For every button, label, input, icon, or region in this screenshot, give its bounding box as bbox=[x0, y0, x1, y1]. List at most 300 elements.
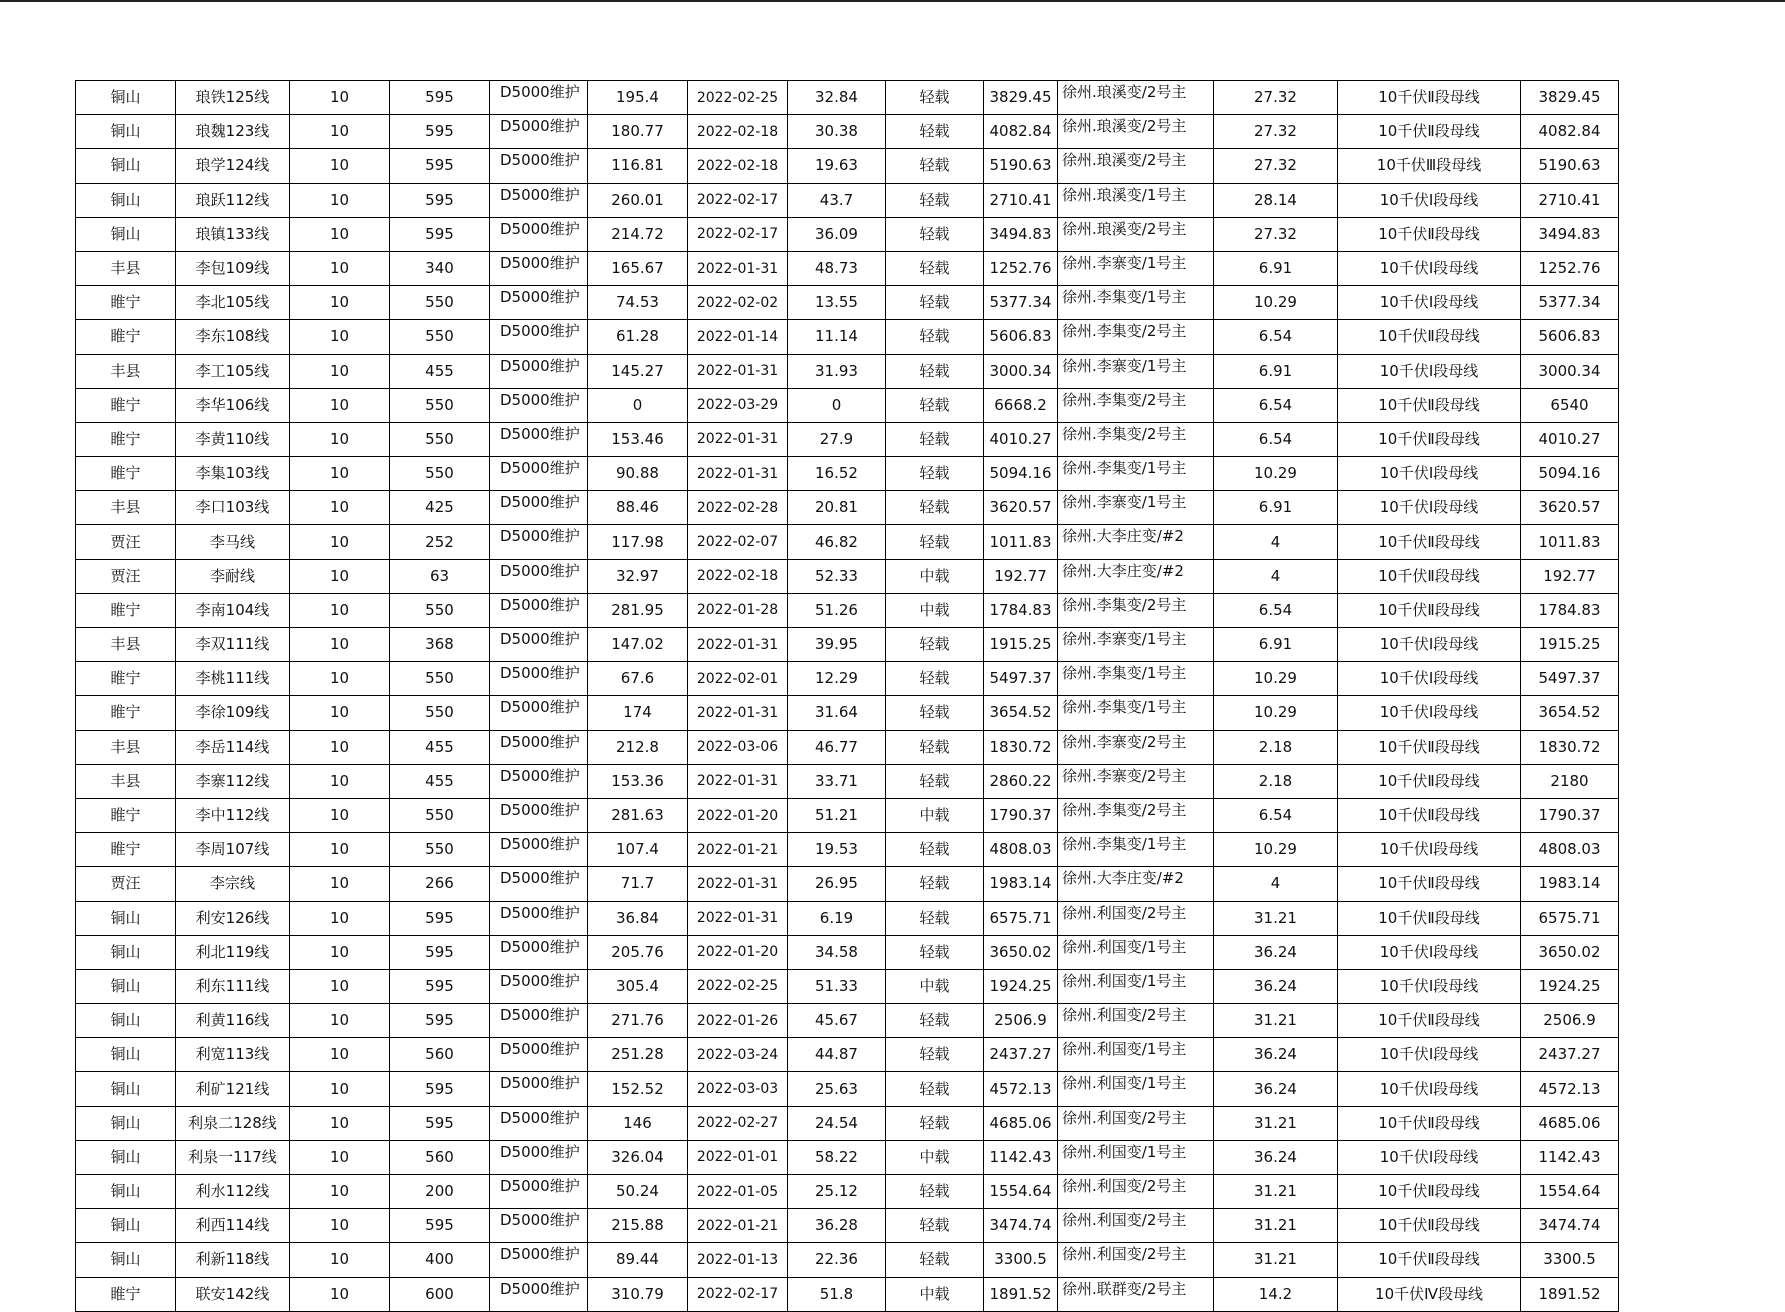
cell-source: D5000维护 bbox=[490, 115, 588, 149]
cell-capacity: 36.24 bbox=[1214, 935, 1338, 969]
cell-margin: 2437.27 bbox=[1521, 1038, 1619, 1072]
cell-line: 李徐109线 bbox=[176, 696, 290, 730]
cell-rated-current: 368 bbox=[390, 628, 490, 662]
cell-substation: 徐州.利国变/2号主 bbox=[1058, 1004, 1214, 1038]
cell-voltage: 10 bbox=[290, 81, 390, 115]
cell-source: D5000维护 bbox=[490, 149, 588, 183]
cell-load-level: 轻载 bbox=[886, 217, 984, 251]
cell-available-capacity: 5190.63 bbox=[984, 149, 1058, 183]
cell-bus: 10千伏Ⅰ段母线 bbox=[1338, 833, 1521, 867]
cell-bus: 10千伏Ⅱ段母线 bbox=[1338, 1175, 1521, 1209]
cell-capacity: 10.29 bbox=[1214, 457, 1338, 491]
cell-district: 丰县 bbox=[76, 730, 176, 764]
cell-available-capacity: 1790.37 bbox=[984, 798, 1058, 832]
cell-time: 2022-02-07 bbox=[688, 525, 788, 559]
cell-rated-current: 252 bbox=[390, 525, 490, 559]
cell-load-level: 轻载 bbox=[886, 1175, 984, 1209]
cell-available-capacity: 5606.83 bbox=[984, 320, 1058, 354]
cell-bus: 10千伏Ⅰ段母线 bbox=[1338, 1072, 1521, 1106]
cell-substation: 徐州.李集变/2号主 bbox=[1058, 388, 1214, 422]
cell-voltage: 10 bbox=[290, 798, 390, 832]
cell-load-rate: 52.33 bbox=[788, 559, 886, 593]
cell-load-current: 271.76 bbox=[588, 1004, 688, 1038]
cell-voltage: 10 bbox=[290, 1072, 390, 1106]
cell-rated-current: 550 bbox=[390, 798, 490, 832]
cell-load-level: 轻载 bbox=[886, 115, 984, 149]
cell-available-capacity: 192.77 bbox=[984, 559, 1058, 593]
cell-margin: 3000.34 bbox=[1521, 354, 1619, 388]
cell-load-level: 中载 bbox=[886, 1277, 984, 1311]
cell-bus: 10千伏Ⅰ段母线 bbox=[1338, 183, 1521, 217]
cell-capacity: 31.21 bbox=[1214, 901, 1338, 935]
cell-rated-current: 595 bbox=[390, 1004, 490, 1038]
cell-load-rate: 33.71 bbox=[788, 764, 886, 798]
cell-line: 李口103线 bbox=[176, 491, 290, 525]
cell-voltage: 10 bbox=[290, 115, 390, 149]
cell-source: D5000维护 bbox=[490, 1004, 588, 1038]
cell-available-capacity: 3494.83 bbox=[984, 217, 1058, 251]
cell-rated-current: 455 bbox=[390, 354, 490, 388]
cell-rated-current: 400 bbox=[390, 1243, 490, 1277]
cell-time: 2022-02-17 bbox=[688, 1277, 788, 1311]
cell-substation: 徐州.联群变/2号主 bbox=[1058, 1277, 1214, 1311]
cell-capacity: 6.54 bbox=[1214, 593, 1338, 627]
cell-line: 李双111线 bbox=[176, 628, 290, 662]
cell-load-rate: 36.09 bbox=[788, 217, 886, 251]
table-row bbox=[76, 1106, 1619, 1140]
cell-bus: 10千伏Ⅱ段母线 bbox=[1338, 1004, 1521, 1038]
cell-district: 丰县 bbox=[76, 628, 176, 662]
cell-voltage: 10 bbox=[290, 457, 390, 491]
cell-substation: 徐州.利国变/1号主 bbox=[1058, 1038, 1214, 1072]
cell-available-capacity: 1983.14 bbox=[984, 867, 1058, 901]
cell-time: 2022-01-26 bbox=[688, 1004, 788, 1038]
cell-capacity: 27.32 bbox=[1214, 217, 1338, 251]
cell-source: D5000维护 bbox=[490, 628, 588, 662]
cell-load-rate: 24.54 bbox=[788, 1106, 886, 1140]
cell-load-rate: 0 bbox=[788, 388, 886, 422]
cell-time: 2022-03-24 bbox=[688, 1038, 788, 1072]
cell-load-rate: 31.93 bbox=[788, 354, 886, 388]
cell-capacity: 6.91 bbox=[1214, 628, 1338, 662]
cell-bus: 10千伏Ⅱ段母线 bbox=[1338, 422, 1521, 456]
cell-load-level: 轻载 bbox=[886, 422, 984, 456]
cell-load-current: 61.28 bbox=[588, 320, 688, 354]
cell-bus: 10千伏Ⅱ段母线 bbox=[1338, 867, 1521, 901]
cell-capacity: 6.91 bbox=[1214, 354, 1338, 388]
cell-available-capacity: 2437.27 bbox=[984, 1038, 1058, 1072]
cell-substation: 徐州.李集变/2号主 bbox=[1058, 798, 1214, 832]
cell-district: 铜山 bbox=[76, 935, 176, 969]
cell-bus: 10千伏Ⅰ段母线 bbox=[1338, 354, 1521, 388]
cell-available-capacity: 4685.06 bbox=[984, 1106, 1058, 1140]
table-row bbox=[76, 320, 1619, 354]
cell-voltage: 10 bbox=[290, 1209, 390, 1243]
cell-source: D5000维护 bbox=[490, 1106, 588, 1140]
cell-bus: 10千伏Ⅱ段母线 bbox=[1338, 1106, 1521, 1140]
cell-bus: 10千伏Ⅱ段母线 bbox=[1338, 1209, 1521, 1243]
cell-source: D5000维护 bbox=[490, 320, 588, 354]
cell-load-level: 轻载 bbox=[886, 662, 984, 696]
cell-substation: 徐州.琅溪变/2号主 bbox=[1058, 149, 1214, 183]
table-row bbox=[76, 525, 1619, 559]
cell-line: 李东108线 bbox=[176, 320, 290, 354]
cell-substation: 徐州.琅溪变/2号主 bbox=[1058, 217, 1214, 251]
cell-load-current: 153.36 bbox=[588, 764, 688, 798]
cell-district: 铜山 bbox=[76, 1106, 176, 1140]
cell-load-rate: 19.63 bbox=[788, 149, 886, 183]
cell-substation: 徐州.大李庄变/#2 bbox=[1058, 867, 1214, 901]
cell-margin: 1142.43 bbox=[1521, 1140, 1619, 1174]
cell-margin: 3654.52 bbox=[1521, 696, 1619, 730]
cell-time: 2022-02-28 bbox=[688, 491, 788, 525]
cell-voltage: 10 bbox=[290, 149, 390, 183]
table-row bbox=[76, 286, 1619, 320]
cell-district: 睢宁 bbox=[76, 320, 176, 354]
cell-voltage: 10 bbox=[290, 251, 390, 285]
cell-bus: 10千伏Ⅰ段母线 bbox=[1338, 251, 1521, 285]
cell-source: D5000维护 bbox=[490, 183, 588, 217]
table-row bbox=[76, 491, 1619, 525]
cell-load-rate: 48.73 bbox=[788, 251, 886, 285]
cell-time: 2022-02-02 bbox=[688, 286, 788, 320]
cell-bus: 10千伏Ⅱ段母线 bbox=[1338, 1243, 1521, 1277]
cell-capacity: 2.18 bbox=[1214, 764, 1338, 798]
table-row bbox=[76, 662, 1619, 696]
cell-substation: 徐州.利国变/2号主 bbox=[1058, 1209, 1214, 1243]
cell-time: 2022-02-25 bbox=[688, 81, 788, 115]
cell-available-capacity: 2710.41 bbox=[984, 183, 1058, 217]
cell-load-rate: 25.63 bbox=[788, 1072, 886, 1106]
cell-source: D5000维护 bbox=[490, 798, 588, 832]
cell-time: 2022-01-31 bbox=[688, 867, 788, 901]
cell-time: 2022-01-20 bbox=[688, 798, 788, 832]
cell-rated-current: 595 bbox=[390, 183, 490, 217]
cell-source: D5000维护 bbox=[490, 901, 588, 935]
cell-load-rate: 58.22 bbox=[788, 1140, 886, 1174]
cell-time: 2022-01-31 bbox=[688, 354, 788, 388]
cell-load-level: 轻载 bbox=[886, 1243, 984, 1277]
cell-substation: 徐州.利国变/1号主 bbox=[1058, 1072, 1214, 1106]
cell-available-capacity: 3474.74 bbox=[984, 1209, 1058, 1243]
cell-load-current: 146 bbox=[588, 1106, 688, 1140]
cell-load-rate: 36.28 bbox=[788, 1209, 886, 1243]
cell-time: 2022-01-28 bbox=[688, 593, 788, 627]
cell-load-level: 轻载 bbox=[886, 833, 984, 867]
cell-district: 睢宁 bbox=[76, 457, 176, 491]
cell-source: D5000维护 bbox=[490, 662, 588, 696]
table-row bbox=[76, 628, 1619, 662]
cell-rated-current: 550 bbox=[390, 833, 490, 867]
cell-load-level: 轻载 bbox=[886, 696, 984, 730]
cell-source: D5000维护 bbox=[490, 422, 588, 456]
cell-line: 李黄110线 bbox=[176, 422, 290, 456]
cell-capacity: 4 bbox=[1214, 867, 1338, 901]
cell-bus: 10千伏Ⅰ段母线 bbox=[1338, 969, 1521, 1003]
cell-substation: 徐州.大李庄变/#2 bbox=[1058, 525, 1214, 559]
cell-margin: 3300.5 bbox=[1521, 1243, 1619, 1277]
cell-substation: 徐州.琅溪变/2号主 bbox=[1058, 115, 1214, 149]
cell-district: 铜山 bbox=[76, 81, 176, 115]
cell-district: 铜山 bbox=[76, 149, 176, 183]
page-top-border bbox=[0, 0, 1785, 2]
cell-substation: 徐州.李寨变/2号主 bbox=[1058, 764, 1214, 798]
cell-load-rate: 19.53 bbox=[788, 833, 886, 867]
cell-source: D5000维护 bbox=[490, 217, 588, 251]
table-row bbox=[76, 1004, 1619, 1038]
cell-rated-current: 63 bbox=[390, 559, 490, 593]
cell-load-rate: 16.52 bbox=[788, 457, 886, 491]
cell-available-capacity: 1011.83 bbox=[984, 525, 1058, 559]
cell-load-level: 轻载 bbox=[886, 867, 984, 901]
cell-load-rate: 20.81 bbox=[788, 491, 886, 525]
cell-time: 2022-03-06 bbox=[688, 730, 788, 764]
table-row bbox=[76, 935, 1619, 969]
cell-bus: 10千伏Ⅰ段母线 bbox=[1338, 491, 1521, 525]
cell-load-rate: 26.95 bbox=[788, 867, 886, 901]
cell-bus: 10千伏Ⅳ段母线 bbox=[1338, 1277, 1521, 1311]
cell-margin: 3474.74 bbox=[1521, 1209, 1619, 1243]
cell-substation: 徐州.李集变/1号主 bbox=[1058, 833, 1214, 867]
cell-substation: 徐州.李集变/1号主 bbox=[1058, 662, 1214, 696]
cell-load-rate: 30.38 bbox=[788, 115, 886, 149]
cell-available-capacity: 3620.57 bbox=[984, 491, 1058, 525]
cell-source: D5000维护 bbox=[490, 696, 588, 730]
cell-load-current: 50.24 bbox=[588, 1175, 688, 1209]
cell-line: 李包109线 bbox=[176, 251, 290, 285]
table-row bbox=[76, 217, 1619, 251]
cell-line: 琅魏123线 bbox=[176, 115, 290, 149]
cell-district: 睢宁 bbox=[76, 833, 176, 867]
cell-substation: 徐州.利国变/1号主 bbox=[1058, 935, 1214, 969]
cell-load-rate: 51.21 bbox=[788, 798, 886, 832]
cell-margin: 4572.13 bbox=[1521, 1072, 1619, 1106]
table-row bbox=[76, 183, 1619, 217]
table-row bbox=[76, 251, 1619, 285]
cell-time: 2022-01-14 bbox=[688, 320, 788, 354]
cell-rated-current: 550 bbox=[390, 696, 490, 730]
cell-load-level: 轻载 bbox=[886, 388, 984, 422]
cell-voltage: 10 bbox=[290, 764, 390, 798]
table-row bbox=[76, 1072, 1619, 1106]
cell-voltage: 10 bbox=[290, 217, 390, 251]
cell-voltage: 10 bbox=[290, 730, 390, 764]
cell-capacity: 10.29 bbox=[1214, 696, 1338, 730]
cell-load-rate: 22.36 bbox=[788, 1243, 886, 1277]
cell-capacity: 10.29 bbox=[1214, 662, 1338, 696]
cell-line: 利安126线 bbox=[176, 901, 290, 935]
cell-bus: 10千伏Ⅲ段母线 bbox=[1338, 149, 1521, 183]
cell-margin: 3829.45 bbox=[1521, 81, 1619, 115]
cell-district: 睢宁 bbox=[76, 662, 176, 696]
cell-line: 李北105线 bbox=[176, 286, 290, 320]
cell-bus: 10千伏Ⅱ段母线 bbox=[1338, 388, 1521, 422]
cell-rated-current: 600 bbox=[390, 1277, 490, 1311]
cell-available-capacity: 4572.13 bbox=[984, 1072, 1058, 1106]
cell-load-current: 90.88 bbox=[588, 457, 688, 491]
cell-rated-current: 550 bbox=[390, 388, 490, 422]
cell-voltage: 10 bbox=[290, 935, 390, 969]
cell-margin: 4010.27 bbox=[1521, 422, 1619, 456]
cell-time: 2022-01-31 bbox=[688, 457, 788, 491]
cell-voltage: 10 bbox=[290, 388, 390, 422]
cell-line: 琅镇133线 bbox=[176, 217, 290, 251]
cell-bus: 10千伏Ⅱ段母线 bbox=[1338, 559, 1521, 593]
cell-margin: 2506.9 bbox=[1521, 1004, 1619, 1038]
cell-load-rate: 6.19 bbox=[788, 901, 886, 935]
cell-load-rate: 44.87 bbox=[788, 1038, 886, 1072]
cell-voltage: 10 bbox=[290, 593, 390, 627]
cell-capacity: 36.24 bbox=[1214, 969, 1338, 1003]
cell-margin: 3494.83 bbox=[1521, 217, 1619, 251]
cell-load-rate: 11.14 bbox=[788, 320, 886, 354]
cell-line: 利泉二128线 bbox=[176, 1106, 290, 1140]
cell-available-capacity: 4082.84 bbox=[984, 115, 1058, 149]
cell-bus: 10千伏Ⅱ段母线 bbox=[1338, 764, 1521, 798]
cell-load-current: 165.67 bbox=[588, 251, 688, 285]
cell-district: 丰县 bbox=[76, 491, 176, 525]
cell-load-rate: 25.12 bbox=[788, 1175, 886, 1209]
cell-time: 2022-03-03 bbox=[688, 1072, 788, 1106]
cell-load-current: 251.28 bbox=[588, 1038, 688, 1072]
cell-load-level: 中载 bbox=[886, 969, 984, 1003]
cell-district: 铜山 bbox=[76, 115, 176, 149]
cell-margin: 4082.84 bbox=[1521, 115, 1619, 149]
cell-available-capacity: 4010.27 bbox=[984, 422, 1058, 456]
cell-available-capacity: 6668.2 bbox=[984, 388, 1058, 422]
cell-source: D5000维护 bbox=[490, 1243, 588, 1277]
cell-load-level: 轻载 bbox=[886, 491, 984, 525]
cell-line: 利矿121线 bbox=[176, 1072, 290, 1106]
cell-source: D5000维护 bbox=[490, 833, 588, 867]
cell-available-capacity: 5377.34 bbox=[984, 286, 1058, 320]
cell-district: 铜山 bbox=[76, 183, 176, 217]
cell-bus: 10千伏Ⅰ段母线 bbox=[1338, 662, 1521, 696]
cell-capacity: 4 bbox=[1214, 525, 1338, 559]
cell-capacity: 31.21 bbox=[1214, 1106, 1338, 1140]
cell-margin: 1891.52 bbox=[1521, 1277, 1619, 1311]
cell-load-current: 152.52 bbox=[588, 1072, 688, 1106]
cell-load-current: 89.44 bbox=[588, 1243, 688, 1277]
cell-district: 丰县 bbox=[76, 764, 176, 798]
cell-load-current: 215.88 bbox=[588, 1209, 688, 1243]
cell-available-capacity: 1142.43 bbox=[984, 1140, 1058, 1174]
cell-load-level: 轻载 bbox=[886, 1004, 984, 1038]
cell-rated-current: 455 bbox=[390, 764, 490, 798]
cell-load-current: 205.76 bbox=[588, 935, 688, 969]
cell-line: 李中112线 bbox=[176, 798, 290, 832]
cell-capacity: 6.54 bbox=[1214, 320, 1338, 354]
cell-capacity: 31.21 bbox=[1214, 1243, 1338, 1277]
table-row bbox=[76, 1277, 1619, 1311]
cell-voltage: 10 bbox=[290, 662, 390, 696]
cell-voltage: 10 bbox=[290, 422, 390, 456]
cell-load-level: 轻载 bbox=[886, 457, 984, 491]
cell-bus: 10千伏Ⅰ段母线 bbox=[1338, 1140, 1521, 1174]
cell-margin: 4685.06 bbox=[1521, 1106, 1619, 1140]
cell-district: 丰县 bbox=[76, 354, 176, 388]
cell-load-rate: 12.29 bbox=[788, 662, 886, 696]
cell-available-capacity: 1915.25 bbox=[984, 628, 1058, 662]
table-row bbox=[76, 1243, 1619, 1277]
cell-rated-current: 595 bbox=[390, 81, 490, 115]
cell-line: 李耐线 bbox=[176, 559, 290, 593]
table-body bbox=[76, 81, 1619, 1312]
table-row bbox=[76, 1209, 1619, 1243]
cell-source: D5000维护 bbox=[490, 457, 588, 491]
cell-voltage: 10 bbox=[290, 1243, 390, 1277]
cell-line: 李华106线 bbox=[176, 388, 290, 422]
cell-margin: 1252.76 bbox=[1521, 251, 1619, 285]
cell-available-capacity: 3000.34 bbox=[984, 354, 1058, 388]
cell-load-rate: 34.58 bbox=[788, 935, 886, 969]
cell-load-level: 轻载 bbox=[886, 1106, 984, 1140]
cell-time: 2022-02-18 bbox=[688, 149, 788, 183]
cell-district: 铜山 bbox=[76, 1209, 176, 1243]
cell-source: D5000维护 bbox=[490, 1209, 588, 1243]
cell-capacity: 27.32 bbox=[1214, 115, 1338, 149]
cell-substation: 徐州.利国变/2号主 bbox=[1058, 1243, 1214, 1277]
cell-voltage: 10 bbox=[290, 1175, 390, 1209]
cell-margin: 1011.83 bbox=[1521, 525, 1619, 559]
cell-capacity: 6.91 bbox=[1214, 491, 1338, 525]
cell-margin: 192.77 bbox=[1521, 559, 1619, 593]
cell-bus: 10千伏Ⅱ段母线 bbox=[1338, 81, 1521, 115]
cell-substation: 徐州.李集变/1号主 bbox=[1058, 286, 1214, 320]
cell-rated-current: 550 bbox=[390, 286, 490, 320]
cell-load-rate: 43.7 bbox=[788, 183, 886, 217]
cell-bus: 10千伏Ⅰ段母线 bbox=[1338, 457, 1521, 491]
cell-capacity: 10.29 bbox=[1214, 286, 1338, 320]
cell-district: 贾汪 bbox=[76, 525, 176, 559]
cell-load-current: 107.4 bbox=[588, 833, 688, 867]
cell-line: 利宽113线 bbox=[176, 1038, 290, 1072]
table-row bbox=[76, 867, 1619, 901]
cell-district: 贾汪 bbox=[76, 559, 176, 593]
cell-source: D5000维护 bbox=[490, 251, 588, 285]
cell-load-current: 0 bbox=[588, 388, 688, 422]
cell-rated-current: 595 bbox=[390, 1209, 490, 1243]
table-row bbox=[76, 559, 1619, 593]
cell-bus: 10千伏Ⅰ段母线 bbox=[1338, 935, 1521, 969]
cell-load-current: 32.97 bbox=[588, 559, 688, 593]
cell-time: 2022-01-31 bbox=[688, 422, 788, 456]
table-row bbox=[76, 730, 1619, 764]
cell-rated-current: 595 bbox=[390, 935, 490, 969]
cell-bus: 10千伏Ⅱ段母线 bbox=[1338, 217, 1521, 251]
cell-rated-current: 455 bbox=[390, 730, 490, 764]
cell-load-rate: 51.8 bbox=[788, 1277, 886, 1311]
cell-voltage: 10 bbox=[290, 833, 390, 867]
cell-rated-current: 595 bbox=[390, 115, 490, 149]
cell-line: 李宗线 bbox=[176, 867, 290, 901]
cell-line: 联安142线 bbox=[176, 1277, 290, 1311]
cell-load-rate: 31.64 bbox=[788, 696, 886, 730]
cell-available-capacity: 1252.76 bbox=[984, 251, 1058, 285]
cell-substation: 徐州.李集变/2号主 bbox=[1058, 422, 1214, 456]
cell-voltage: 10 bbox=[290, 320, 390, 354]
cell-load-rate: 39.95 bbox=[788, 628, 886, 662]
cell-voltage: 10 bbox=[290, 183, 390, 217]
cell-load-current: 145.27 bbox=[588, 354, 688, 388]
cell-capacity: 31.21 bbox=[1214, 1209, 1338, 1243]
cell-available-capacity: 3650.02 bbox=[984, 935, 1058, 969]
cell-capacity: 14.2 bbox=[1214, 1277, 1338, 1311]
cell-district: 铜山 bbox=[76, 1038, 176, 1072]
cell-margin: 1784.83 bbox=[1521, 593, 1619, 627]
cell-margin: 5377.34 bbox=[1521, 286, 1619, 320]
cell-voltage: 10 bbox=[290, 867, 390, 901]
